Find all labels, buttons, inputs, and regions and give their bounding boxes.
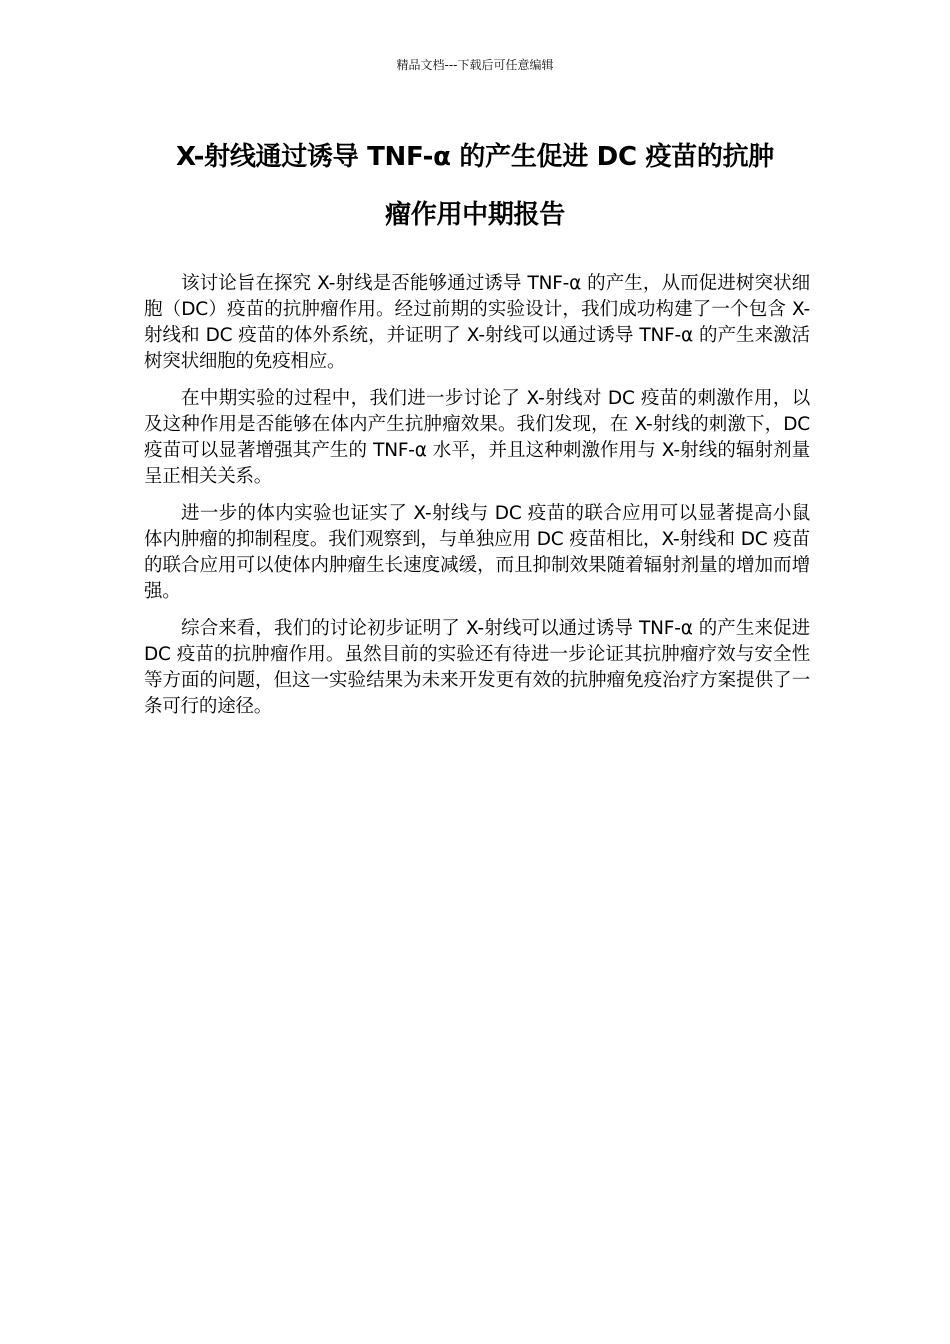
document-title-line-1: X-射线通过诱导 TNF-α 的产生促进 DC 疫苗的抗肿 <box>176 142 774 172</box>
paragraph-1: 该讨论旨在探究 X-射线是否能够通过诱导 TNF-α 的产生，从而促进树突状细胞（DC）疫苗的抗肿瘤作用。经过前期的实验设计，我们成功构建了一个包含 X-射线和 DC 疫苗的体外系统，并证明了 X-射线可以通过诱导 TNF-α 的产生来激活树突状细胞的免疫相应。 <box>144 273 810 372</box>
document-body <box>144 271 810 731</box>
document-title <box>140 128 810 244</box>
paragraph-2: 在中期实验的过程中，我们进一步讨论了 X-射线对 DC 疫苗的刺激作用，以及这种作用是否能够在体内产生抗肿瘤效果。我们发现，在 X-射线的刺激下，DC 疫苗可以显著增强其产生的 TNF-α 水平，并且这种刺激作用与 X-射线的辐射剂量呈正相关关系。 <box>144 388 810 487</box>
paragraph-3: 进一步的体内实验也证实了 X-射线与 DC 疫苗的联合应用可以显著提高小鼠体内肿瘤的抑制程度。我们观察到，与单独应用 DC 疫苗相比，X-射线和 DC 疫苗的联合应用可以使体内肿瘤生长速度减缓，而且抑制效果随着辐射剂量的增加而增强。 <box>144 503 810 602</box>
page-header: 精品文档---下载后可任意编辑 <box>396 58 554 72</box>
paragraph-4: 综合来看，我们的讨论初步证明了 X-射线可以通过诱导 TNF-α 的产生来促进 DC 疫苗的抗肿瘤作用。虽然目前的实验还有待进一步论证其抗肿瘤疗效与安全性等方面的问题，但这一实验结果为未来开发更有效的抗肿瘤免疫治疗方案提供了一条可行的途径。 <box>144 618 810 717</box>
document-title-line-2: 瘤作用中期报告 <box>385 200 565 230</box>
